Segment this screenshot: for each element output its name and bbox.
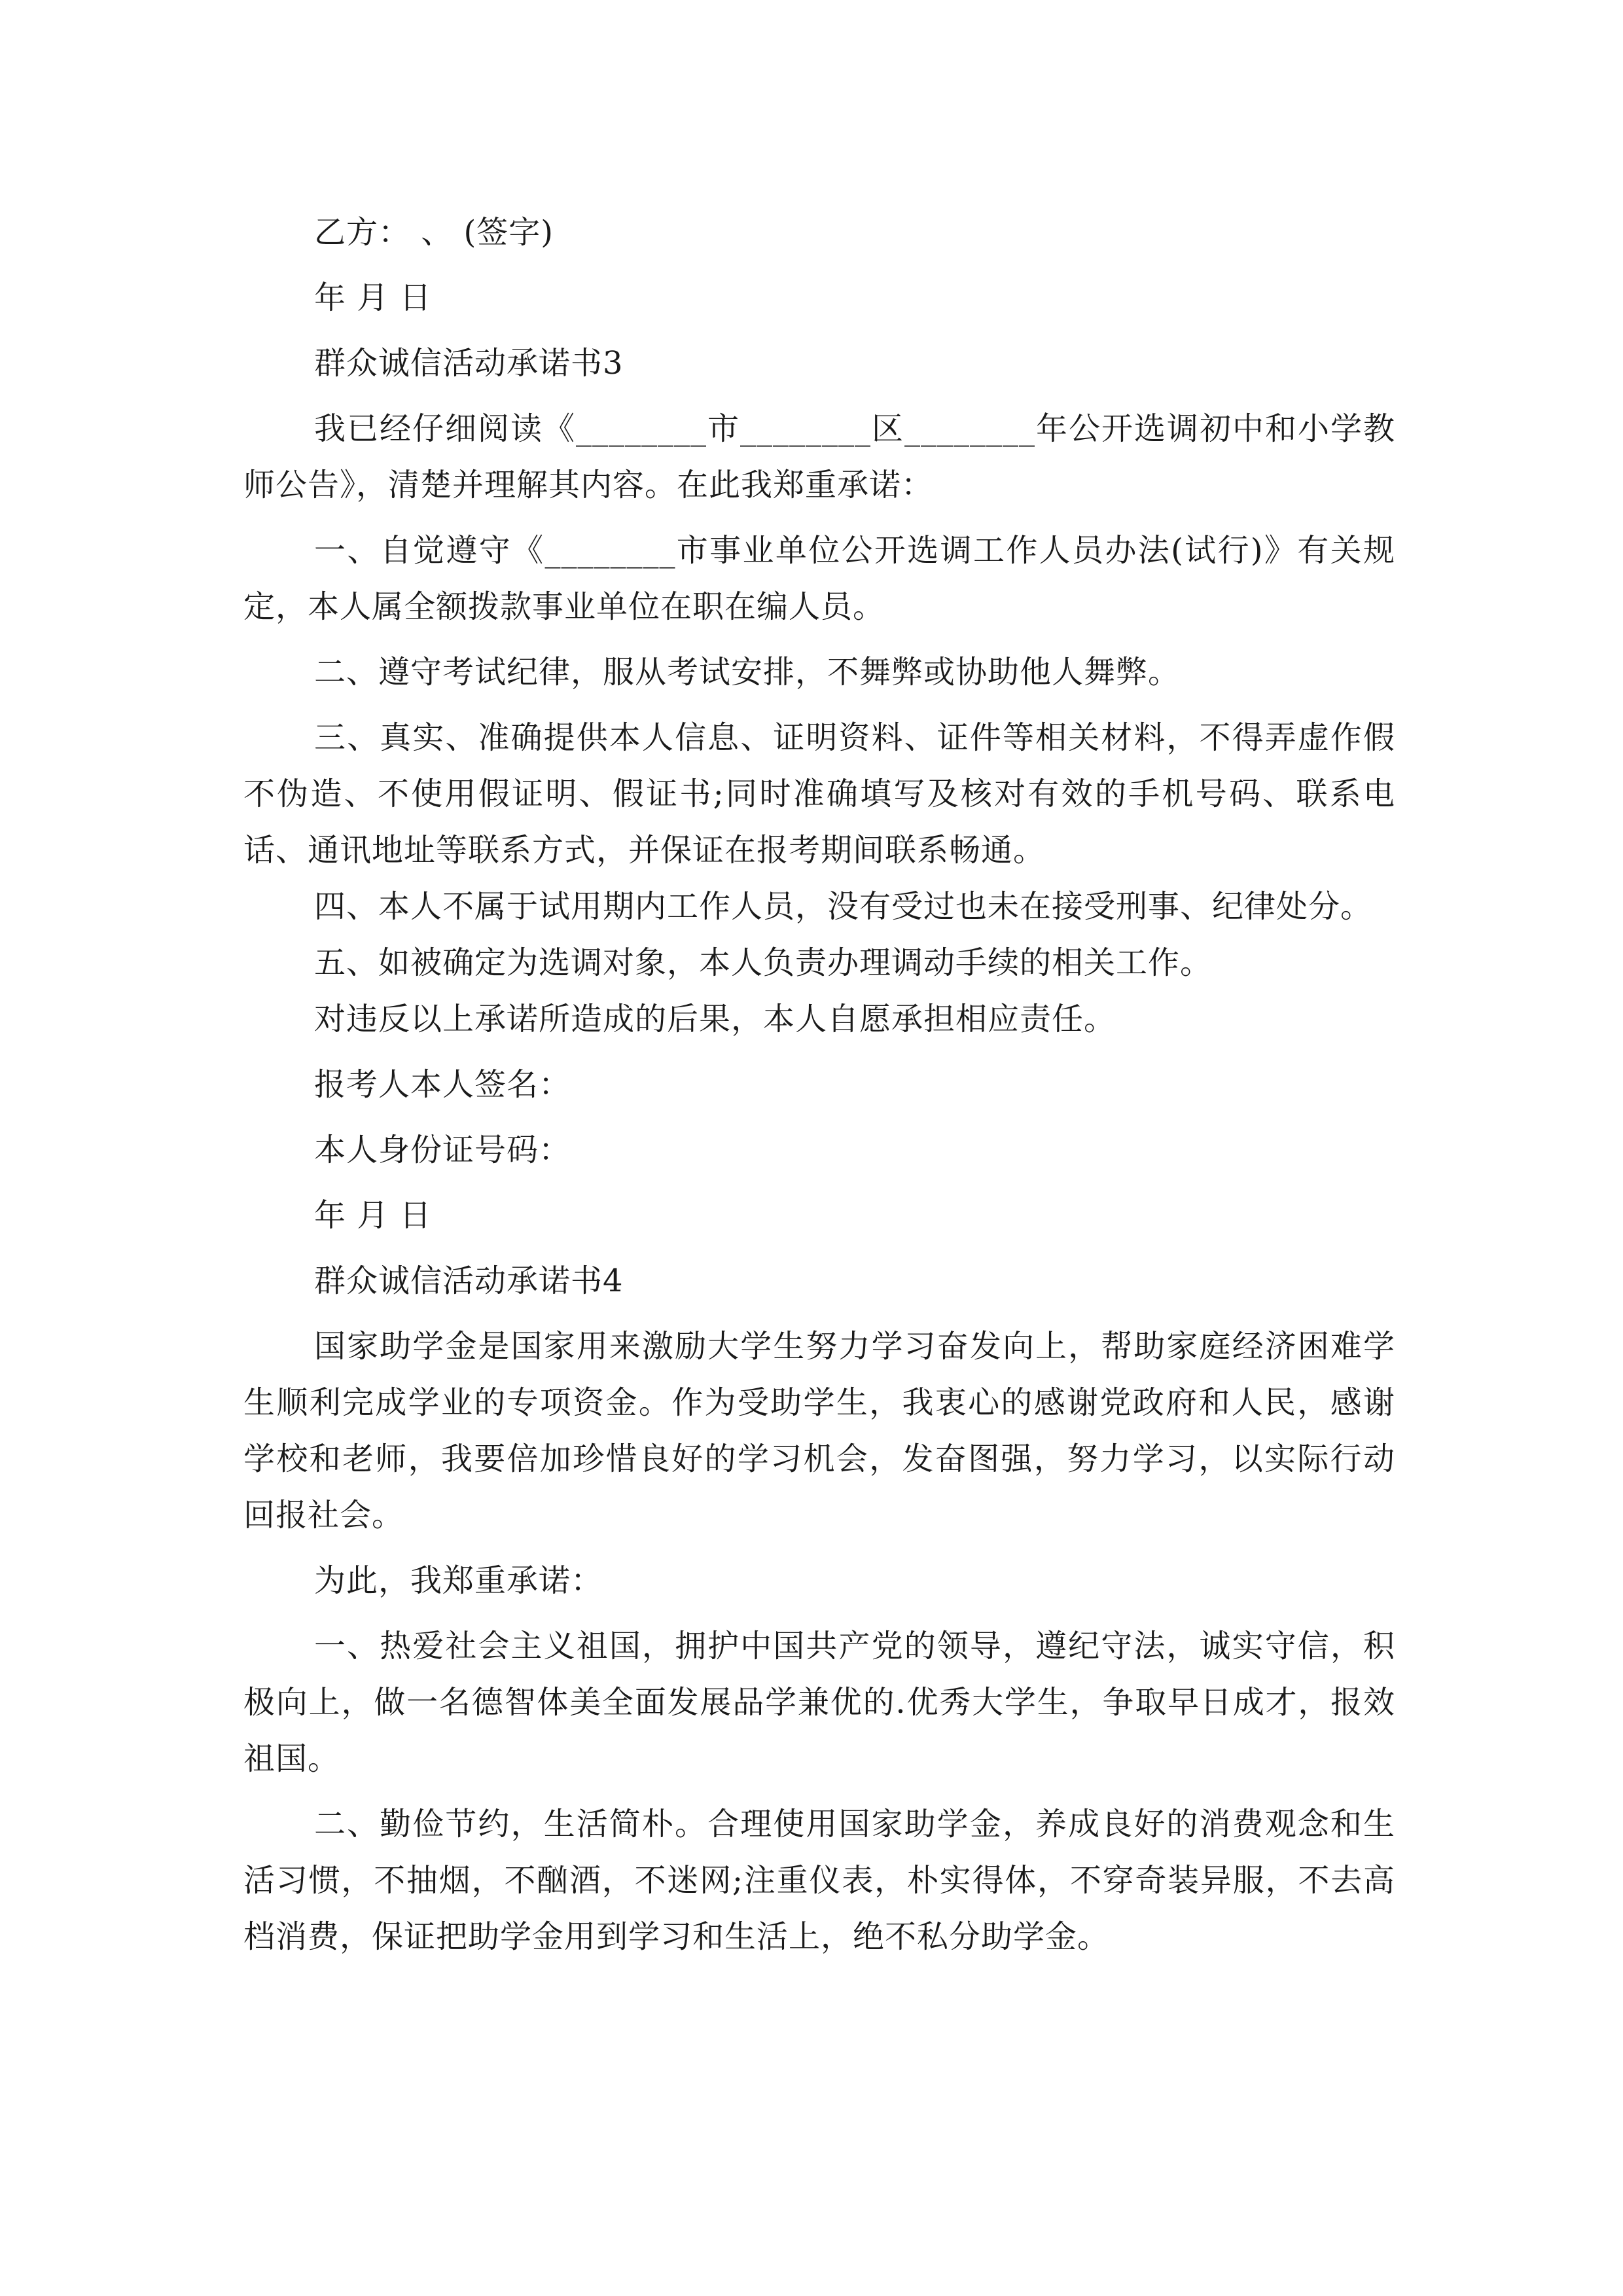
document-body [243, 204, 1395, 1965]
grant-pledge-item-2: 二、勤俭节约，生活简朴。合理使用国家助学金，养成良好的消费观念和生活习惯，不抽烟，不酗酒，不迷网;注重仪表，朴实得体，不穿奇装异服，不去高档消费，保证把助学金用到学习和生活上，绝不私分助学金。 [243, 1806, 1395, 1955]
date-line: 年 月 日 [314, 279, 432, 316]
applicant-signature: 报考人本人签名： [314, 1066, 571, 1103]
pledge-item-1: 一、自觉遵守《________市事业单位公开选调工作人员办法(试行)》有关规定，本人属全额拨款事业单位在职在编人员。 [243, 532, 1395, 625]
pledge-lead: 为此，我郑重承诺： [314, 1562, 603, 1599]
responsibility-statement: 对违反以上承诺所造成的后果，本人自愿承担相应责任。 [314, 1001, 1116, 1037]
grant-pledge-item-1: 一、热爱社会主义祖国，拥护中国共产党的领导，遵纪守法，诚实守信，积极向上，做一名德智体美全面发展品学兼优的.优秀大学生，争取早日成才，报效祖国。 [243, 1628, 1395, 1777]
paragraph-intro-3: 我已经仔细阅读《________市________区________年公开选调初中和小学教师公告》，清楚并理解其内容。在此我郑重承诺： [243, 410, 1395, 503]
pledge-item-4: 四、本人不属于试用期内工作人员，没有受过也未在接受刑事、纪律处分。 [314, 888, 1373, 925]
date-line-2: 年 月 日 [314, 1197, 432, 1234]
pledge-item-2: 二、遵守考试纪律，服从考试安排，不舞弊或协助他人舞弊。 [314, 654, 1181, 691]
section-title-3: 群众诚信活动承诺书3 [314, 345, 624, 382]
paragraph-intro-4: 国家助学金是国家用来激励大学生努力学习奋发向上，帮助家庭经济困难学生顺利完成学业的专项资金。作为受助学生，我衷心的感谢党政府和人民，感谢学校和老师，我要倍加珍惜良好的学习机会，发奋图强，努力学习，以实际行动回报社会。 [243, 1328, 1395, 1534]
id-number-line: 本人身份证号码： [314, 1132, 571, 1168]
pledge-item-3: 三、真实、准确提供本人信息、证明资料、证件等相关材料，不得弄虚作假不伪造、不使用假证明、假证书;同时准确填写及核对有效的手机号码、联系电话、通讯地址等联系方式，并保证在报考期间联系畅通。 [243, 719, 1395, 869]
section-title-4: 群众诚信活动承诺书4 [314, 1263, 624, 1299]
pledge-item-5: 五、如被确定为选调对象，本人负责办理调动手续的相关工作。 [314, 944, 1213, 981]
signature-party-b: 乙方： 、 (签字) [314, 214, 554, 251]
